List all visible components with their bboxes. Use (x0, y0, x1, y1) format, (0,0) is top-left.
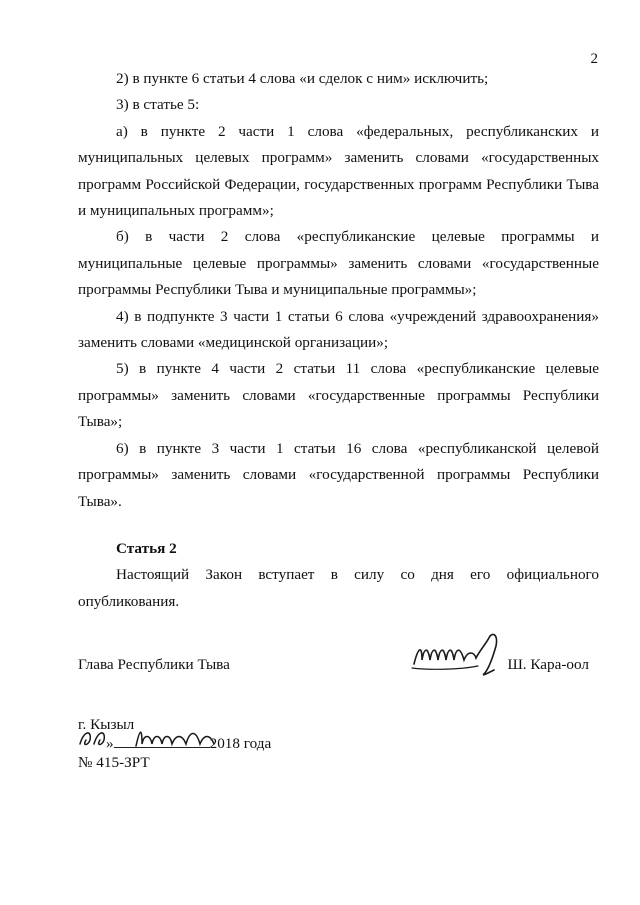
date-quote: » (106, 735, 114, 752)
amendment-item: 4) в подпункте 3 части 1 статьи 6 слова «учреждений здравоохранения» заменить словами «медицинской организации»; (78, 307, 599, 352)
amendment-item: 3) в статье 5: (116, 96, 200, 114)
handwritten-date (78, 722, 283, 754)
article-2 (78, 536, 599, 615)
date-year: 2018 года (209, 735, 272, 752)
law-number: № 415-ЗРТ (78, 754, 150, 771)
signatory-name: Ш. Кара-оол (507, 656, 589, 673)
amendment-item: 5) в пункте 4 части 2 статьи 11 слова «республиканские целевые программы» заменить словами «государственные программы Республики Тыва»; (78, 360, 599, 431)
signature-block (78, 652, 599, 692)
place-date-block (78, 715, 271, 772)
amendment-item: 2) в пункте 6 статьи 4 слова «и сделок с ним» исключить; (116, 70, 489, 87)
amendments-list (78, 66, 599, 515)
article-title: Статья 2 (116, 540, 177, 557)
amendment-item: б) в части 2 слова «республиканские целевые программы и муниципальные целевые программы» заменить словами «государственные программы Республики Тыва и муниципальные программы»; (78, 228, 599, 299)
signatory-role: Глава Республики Тыва (78, 656, 230, 673)
amendment-item: а) в пункте 2 части 1 слова «федеральных, республиканских и муниципальных целевых программ» заменить словами «государственных программ Российской Федерации, государственных программ Республики Тыва и муниципальных программ»; (78, 122, 599, 220)
page-number: 2 (590, 51, 598, 67)
article-text: Настоящий Закон вступает в силу со дня его официального опубликования. (78, 566, 599, 610)
handwritten-signature (408, 630, 518, 680)
date-line (78, 734, 271, 753)
city: г. Кызыл (78, 716, 135, 733)
amendment-item: 6) в пункте 3 части 1 статьи 16 слова «республиканской целевой программы» заменить словами «государственной программы Республики Тыва». (78, 439, 599, 510)
